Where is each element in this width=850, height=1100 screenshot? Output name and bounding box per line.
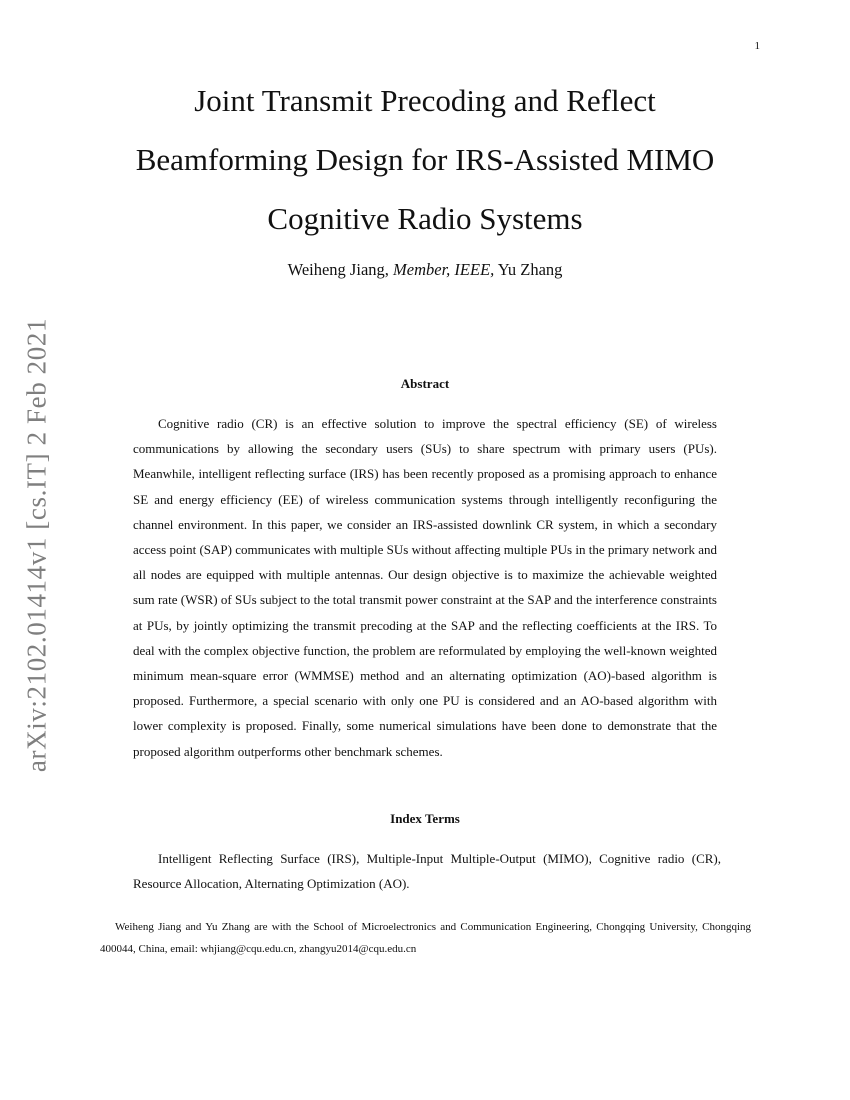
author-list — [60, 260, 790, 280]
abstract-text: Cognitive radio (CR) is an effective solution to improve the spectral efficiency (SE) of wireless communications by allowing the secondary users (SUs) to share spectrum with primary users (PUs). Meanwhile, intelligent reflecting surface (IRS) has been recently proposed as a promising approach to enhance SE and energy efficiency (EE) of wireless communication systems through intelligently reconfiguring the channel environment. In this paper, we consider an IRS-assisted downlink CR system, in which a secondary access point (SAP) communicates with multiple SUs without affecting multiple PUs in the primary network and all nodes are equipped with multiple antennas. Our design objective is to maximize the achievable weighted sum rate (WSR) of SUs subject to the total transmit power constraint at the SAP and the interference constraints at PUs, by jointly optimizing the transmit precoding at the SAP and the reflecting coefficients at the IRS. To deal with the complex objective function, the problem are reformulated by employing the well-known weighted minimum mean-square error (WMMSE) method and an alternating optimization (AO)-based algorithm is proposed. Furthermore, a special scenario with only one PU is considered and an AO-based algorithm with lower complexity is proposed. Finally, some numerical simulations have been done to demonstrate that the proposed algorithm outperforms other benchmark schemes. — [133, 416, 717, 759]
page-number: 1 — [754, 40, 760, 52]
author-affiliation-note: Member, IEEE, — [393, 260, 495, 279]
arxiv-identifier-stamp[interactable]: arXiv:2102.01414v1 [cs.IT] 2 Feb 2021 — [21, 317, 52, 773]
paper-title-line: Joint Transmit Precoding and Reflect — [194, 83, 656, 118]
author-name: Weiheng Jiang, — [287, 260, 389, 279]
index-terms-text: Intelligent Reflecting Surface (IRS), Multiple-Input Multiple-Output (MIMO), Cognitive radio (CR), Resource Allocation, Alternating Optimization (AO). — [133, 851, 721, 892]
author-name: Yu Zhang — [497, 260, 563, 279]
abstract-heading: Abstract — [400, 376, 450, 391]
paper-title-line: Beamforming Design for IRS-Assisted MIMO — [135, 142, 715, 177]
index-terms-heading: Index Terms — [390, 811, 460, 826]
author-affiliation-footnote: Weiheng Jiang and Yu Zhang are with the School of Microelectronics and Communication Engineering, Chongqing University, Chongqing 400044, China, email: whjiang@cqu.edu.cn, zhangyu2014@cqu.edu.cn — [100, 921, 751, 955]
paper-title — [60, 71, 790, 248]
paper-title-line: Cognitive Radio Systems — [267, 201, 583, 236]
